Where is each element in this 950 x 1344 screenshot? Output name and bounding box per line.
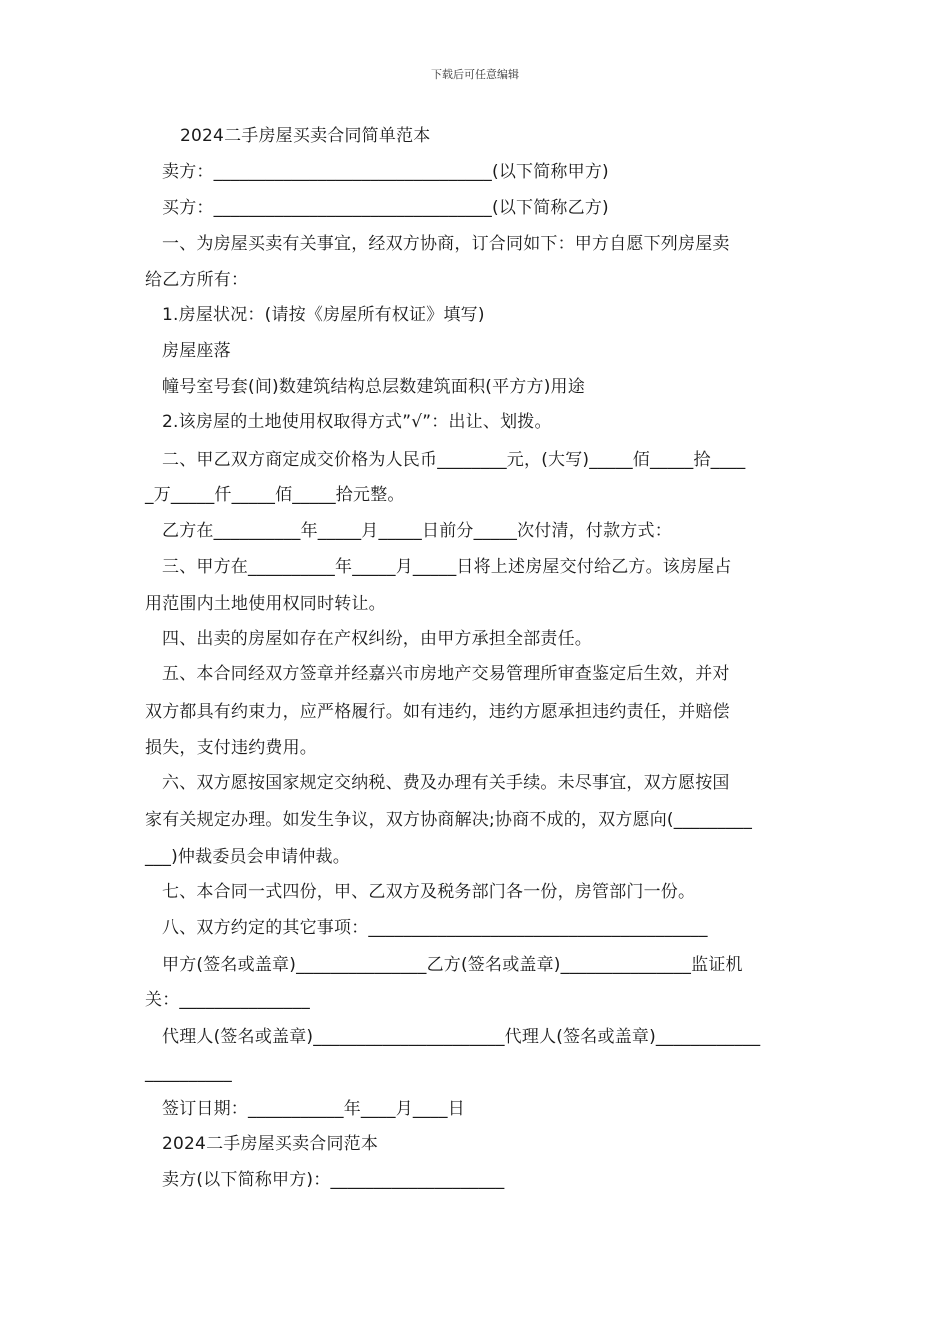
document-title: 2024二手房屋买卖合同简单范本: [180, 126, 431, 146]
clause-4-line: 四、出卖的房屋如存在产权纠纷，由甲方承担全部责任。: [162, 629, 592, 649]
house-status-line: 1.房屋状况：(请按《房屋所有权证》填写): [162, 305, 485, 325]
clause-3-line-1: 三、甲方在__________年_____月_____日将上述房屋交付给乙方。该房屋占: [162, 557, 732, 577]
clause-6-line-2: 家有关规定办理。如发生争议，双方协商解决;协商不成的，双方愿向(_________: [145, 810, 753, 830]
clause-2-line-1: 二、甲乙双方商定成交价格为人民币________元，(大写)_____佰_____拾____: [162, 450, 746, 470]
land-use-line: 2.该房屋的土地使用权取得方式”√”：出让、划拨。: [162, 412, 552, 432]
agent-line-1: 代理人(签名或盖章)______________________代理人(签名或盖章)____________: [162, 1027, 761, 1047]
clause-6-line-1: 六、双方愿按国家规定交纳税、费及办理有关手续。未尽事宜，双方愿按国: [162, 773, 730, 793]
page-header: 下载后可任意编辑: [431, 68, 519, 81]
buyer-line: 买方：________________________________(以下简称乙方): [162, 198, 609, 218]
second-seller-line: 卖方(以下简称甲方)：____________________: [162, 1170, 505, 1190]
agent-line-2: __________: [145, 1063, 232, 1083]
clause-8-line: 八、双方约定的其它事项：_______________________________________: [162, 918, 708, 938]
clause-6-line-3: ___)仲裁委员会申请仲裁。: [145, 847, 350, 867]
sign-date-line: 签订日期：___________年____月____日: [162, 1099, 465, 1119]
clause-1-line-2: 给乙方所有：: [145, 270, 249, 290]
clause-1-line-1: 一、为房屋买卖有关事宜，经双方协商，订合同如下：甲方自愿下列房屋卖: [162, 234, 730, 254]
house-details-line: 幢号室号套(间)数建筑结构总层数建筑面积(平方方)用途: [162, 377, 585, 397]
payment-line: 乙方在__________年_____月_____日前分_____次付清，付款方式：: [162, 521, 672, 541]
clause-7-line: 七、本合同一式四份，甲、乙双方及税务部门各一份，房管部门一份。: [162, 882, 696, 902]
clause-2-line-2: _万_____仟_____佰_____拾元整。: [145, 485, 405, 505]
signature-line-1: 甲方(签名或盖章)_______________乙方(签名或盖章)_______________监证机: [162, 955, 743, 975]
clause-3-line-2: 用范围内土地使用权同时转让。: [145, 594, 386, 614]
seller-line: 卖方：________________________________(以下简称甲方): [162, 162, 609, 182]
clause-5-line-2: 双方都具有约束力，应严格履行。如有违约，违约方愿承担违约责任，并赔偿: [145, 702, 730, 722]
second-title: 2024二手房屋买卖合同范本: [162, 1134, 379, 1154]
clause-5-line-3: 损失，支付违约费用。: [145, 738, 317, 758]
clause-5-line-1: 五、本合同经双方签章并经嘉兴市房地产交易管理所审查鉴定后生效，并对: [162, 664, 730, 684]
house-location-line: 房屋座落: [162, 341, 231, 361]
signature-line-2: 关：_______________: [145, 990, 310, 1010]
